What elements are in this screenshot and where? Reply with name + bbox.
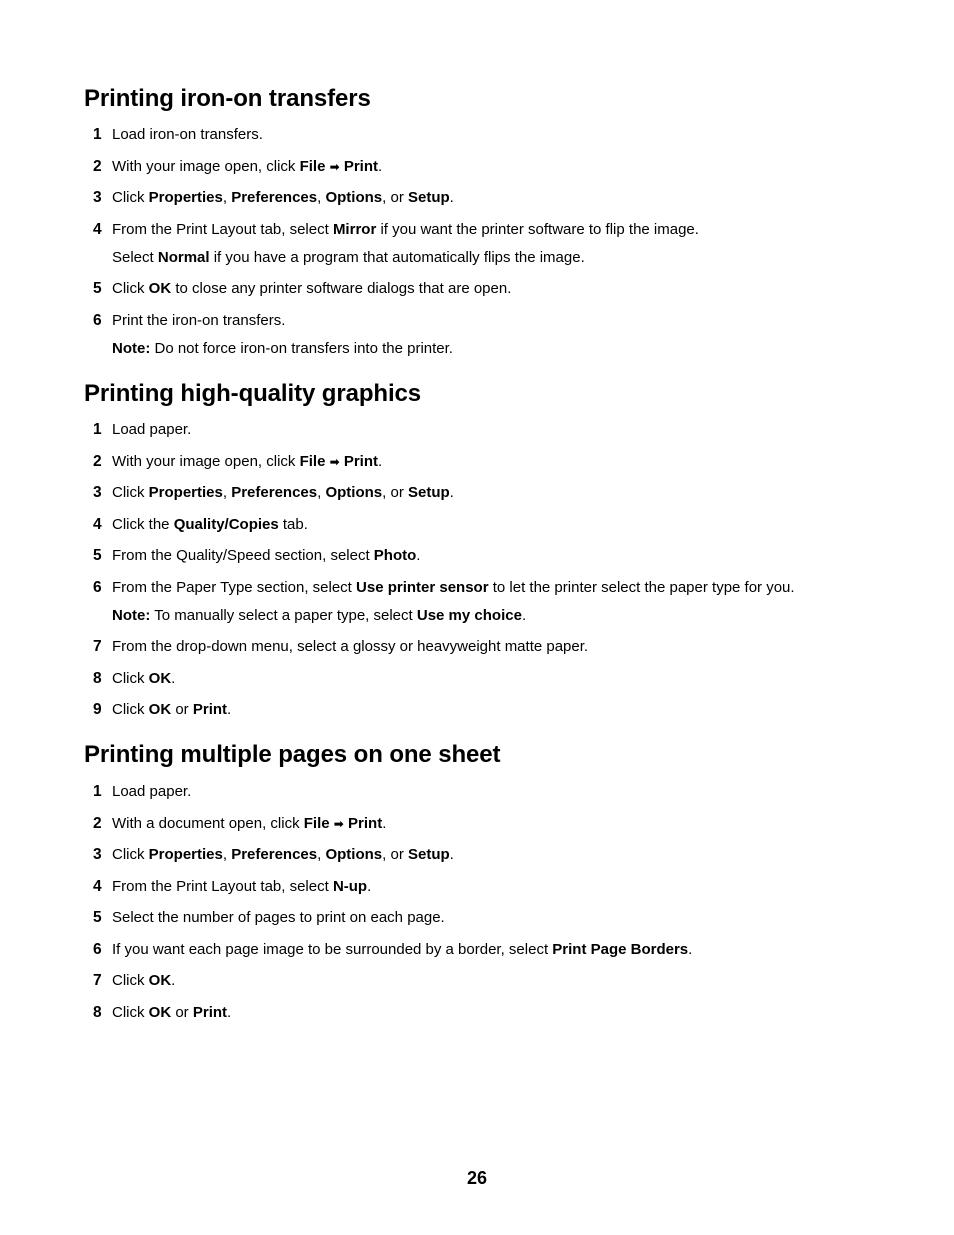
list-item	[84, 878, 884, 896]
step-subtext: Note: To manually select a paper type, select Use my choice.	[112, 606, 527, 624]
right-arrow-icon: ➡	[329, 159, 340, 174]
step-number: 2	[93, 157, 102, 175]
bold-term: Mirror	[332, 220, 377, 238]
bold-term: Setup	[407, 189, 450, 206]
bold-term: OK	[148, 701, 172, 718]
bold-term: Properties	[148, 484, 223, 501]
steps-list	[84, 126, 884, 358]
step-number: 3	[93, 846, 102, 863]
step-number: 3	[93, 484, 102, 501]
bold-term: Preferences	[231, 846, 318, 863]
step-subtext: Note: Do not force iron-on transfers into the printer.	[112, 339, 453, 357]
bold-term: Preferences	[231, 189, 318, 206]
list-item	[84, 846, 884, 864]
step-text: Load iron-on transfers.	[112, 126, 263, 143]
step-number: 5	[93, 909, 102, 926]
steps-list	[84, 783, 884, 1022]
list-item	[84, 941, 884, 959]
step-number: 2	[93, 452, 102, 470]
bold-term: Photo	[373, 547, 417, 564]
step-text: From the drop-down menu, select a glossy or heavyweight matte paper.	[112, 638, 589, 655]
list-item	[84, 221, 884, 267]
list-item	[84, 516, 884, 534]
bold-term: Print	[192, 701, 228, 718]
section-multiple-pages	[84, 740, 884, 1022]
step-number: 5	[93, 547, 102, 564]
section-iron-on-transfers	[84, 84, 884, 358]
list-item	[84, 547, 884, 565]
step-number: 6	[93, 578, 102, 596]
list-item	[84, 909, 884, 927]
list-item	[84, 972, 884, 990]
list-item	[84, 421, 884, 439]
step-number: 9	[93, 701, 102, 718]
step-text: Load paper.	[112, 421, 192, 438]
right-arrow-icon: ➡	[333, 816, 344, 831]
bold-term: Options	[325, 189, 383, 206]
step-text: Click Properties, Preferences, Options, or Setup.	[112, 846, 454, 863]
list-item	[84, 638, 884, 656]
list-item	[84, 1004, 884, 1022]
step-text: From the Print Layout tab, select N-up.	[112, 877, 372, 895]
step-text: Select the number of pages to print on each page.	[112, 909, 445, 926]
step-text: Click OK to close any printer software dialogs that are open.	[112, 280, 512, 297]
bold-term: OK	[148, 669, 172, 687]
step-number: 1	[93, 421, 102, 438]
step-text: With a document open, click File ➡ Print.	[112, 814, 387, 832]
bold-term: Print	[343, 157, 378, 175]
list-item	[84, 579, 884, 625]
bold-term: Quality/Copies	[173, 515, 279, 533]
step-text: From the Paper Type section, select Use printer sensor to let the printer select the paper type for you.	[112, 578, 795, 596]
step-number: 4	[93, 515, 102, 533]
bold-term: File	[299, 452, 326, 470]
bold-term: Preferences	[231, 484, 318, 501]
step-number: 7	[93, 638, 102, 655]
list-item	[84, 701, 884, 719]
bold-term: Properties	[148, 846, 223, 863]
bold-term: Print	[343, 452, 378, 470]
step-number: 8	[93, 669, 102, 687]
bold-term: File	[303, 814, 330, 832]
list-item	[84, 158, 884, 176]
bold-term: N-up	[332, 877, 368, 895]
bold-term: OK	[148, 280, 172, 297]
bold-term: Print Page Borders	[552, 940, 689, 958]
step-number: 6	[93, 311, 102, 329]
list-item	[84, 280, 884, 298]
bold-term: Print	[192, 1003, 228, 1021]
step-number: 1	[93, 783, 102, 800]
bold-term: Setup	[407, 846, 450, 863]
step-text: Print the iron-on transfers.	[112, 311, 286, 329]
step-text: Click OK.	[112, 972, 176, 989]
step-text: From the Print Layout tab, select Mirror if you want the printer software to flip the image.	[112, 220, 699, 238]
list-item	[84, 453, 884, 471]
section-heading: Printing iron-on transfers	[84, 85, 371, 112]
right-arrow-icon: ➡	[329, 454, 340, 469]
section-heading: Printing multiple pages on one sheet	[84, 741, 501, 768]
step-number: 3	[93, 189, 102, 206]
step-number: 2	[93, 814, 102, 832]
bold-term: Properties	[148, 189, 223, 206]
page-number: 26	[466, 1168, 488, 1188]
bold-term: Normal	[157, 248, 210, 266]
step-text: Click OK or Print.	[112, 1003, 232, 1021]
step-number: 5	[93, 280, 102, 297]
step-text: Click Properties, Preferences, Options, or Setup.	[112, 484, 454, 501]
step-number: 4	[93, 877, 102, 895]
bold-term: File	[299, 157, 326, 175]
step-text: Click the Quality/Copies tab.	[112, 515, 308, 533]
bold-term: Note:	[112, 606, 151, 624]
list-item	[84, 783, 884, 801]
list-item	[84, 815, 884, 833]
step-number: 6	[93, 940, 102, 958]
step-number: 7	[93, 972, 102, 989]
list-item	[84, 670, 884, 688]
step-number: 1	[93, 126, 102, 143]
bold-term: Print	[348, 814, 383, 832]
step-number: 8	[93, 1003, 102, 1021]
bold-term: Use my choice	[416, 606, 522, 624]
bold-term: Options	[325, 484, 383, 501]
bold-term: OK	[148, 972, 172, 989]
list-item	[84, 189, 884, 207]
bold-term: Setup	[407, 484, 450, 501]
bold-term: Note:	[112, 339, 151, 357]
step-text: If you want each page image to be surrounded by a border, select Print Page Borders.	[112, 940, 693, 958]
step-text: From the Quality/Speed section, select Photo.	[112, 547, 421, 564]
step-subtext: Select Normal if you have a program that automatically flips the image.	[112, 248, 585, 266]
step-text: With your image open, click File ➡ Print.	[112, 452, 383, 470]
list-item	[84, 484, 884, 502]
list-item	[84, 312, 884, 358]
bold-term: Use printer sensor	[356, 578, 489, 596]
step-text: Load paper.	[112, 783, 192, 800]
bold-term: OK	[148, 1003, 172, 1021]
list-item	[84, 126, 884, 144]
section-high-quality-graphics	[84, 379, 884, 719]
section-heading: Printing high-quality graphics	[84, 380, 422, 407]
step-text: Click OK or Print.	[112, 701, 232, 718]
bold-term: Options	[325, 846, 383, 863]
step-number: 4	[93, 220, 102, 238]
step-text: With your image open, click File ➡ Print.	[112, 157, 383, 175]
step-text: Click Properties, Preferences, Options, or Setup.	[112, 189, 454, 206]
steps-list	[84, 421, 884, 719]
step-text: Click OK.	[112, 669, 176, 687]
